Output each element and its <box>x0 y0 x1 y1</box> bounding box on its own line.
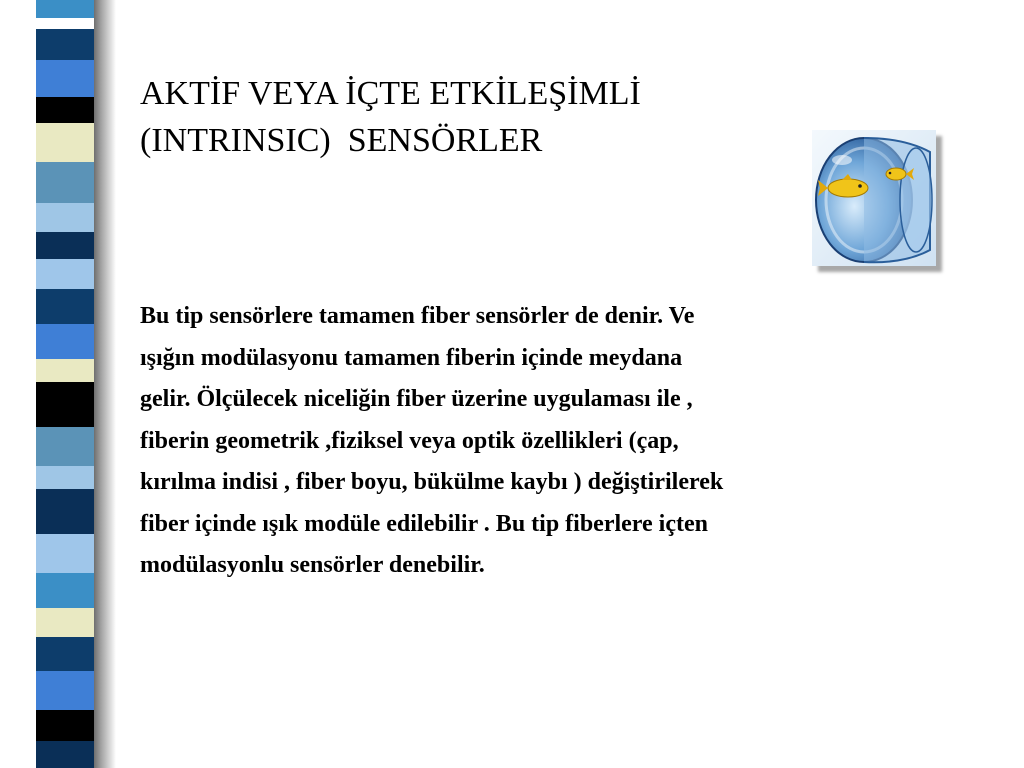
body-line: modülasyonlu sensörler denebilir. <box>140 552 485 578</box>
stripe <box>36 0 94 18</box>
stripe <box>36 359 94 382</box>
stripe <box>36 29 94 60</box>
body-line: fiber içinde ışık modüle edilebilir . Bu tip fiberlere içten <box>140 510 708 537</box>
stripe <box>36 466 94 489</box>
left-margin <box>0 0 36 768</box>
stripe <box>36 382 94 427</box>
stripe <box>36 608 94 637</box>
stripe <box>36 289 94 324</box>
stripe <box>36 671 94 710</box>
stripe <box>36 97 94 122</box>
decorative-stripe-bar <box>36 0 94 768</box>
stripe <box>36 123 94 162</box>
stripe <box>36 710 94 741</box>
stripe <box>36 489 94 534</box>
stripe <box>36 427 94 466</box>
body-line: gelir. Ölçülecek niceliğin fiber üzerine uygulaması ile , <box>140 386 693 412</box>
slide-body-text <box>140 296 990 587</box>
slide-title <box>140 70 860 164</box>
slide-title-line: AKTİF VEYA İÇTE ETKİLEŞİMLİ <box>140 75 641 112</box>
fishbowl-icon <box>812 130 936 266</box>
slide-title-line: (INTRINSIC) SENSÖRLER <box>140 122 543 159</box>
stripe <box>36 324 94 359</box>
body-line: fiberin geometrik ,fiziksel veya optik özellikleri (çap, <box>140 427 679 454</box>
stripe <box>36 18 94 30</box>
stripe <box>36 203 94 232</box>
stripe <box>36 162 94 203</box>
stripe <box>36 259 94 288</box>
stripe <box>36 573 94 608</box>
stripe <box>36 637 94 670</box>
body-line: kırılma indisi , fiber boyu, bükülme kaybı ) değiştirilerek <box>140 469 724 495</box>
body-line: ışığın modülasyonu tamamen fiberin içinde meydana <box>140 344 683 371</box>
stripe <box>36 232 94 259</box>
fishbowl-image <box>812 130 936 266</box>
stripe <box>36 534 94 573</box>
stripe <box>36 60 94 97</box>
stripe <box>36 741 94 768</box>
stripe-bar-shadow <box>94 0 116 768</box>
body-line: Bu tip sensörlere tamamen fiber sensörler de denir. Ve <box>140 303 695 329</box>
